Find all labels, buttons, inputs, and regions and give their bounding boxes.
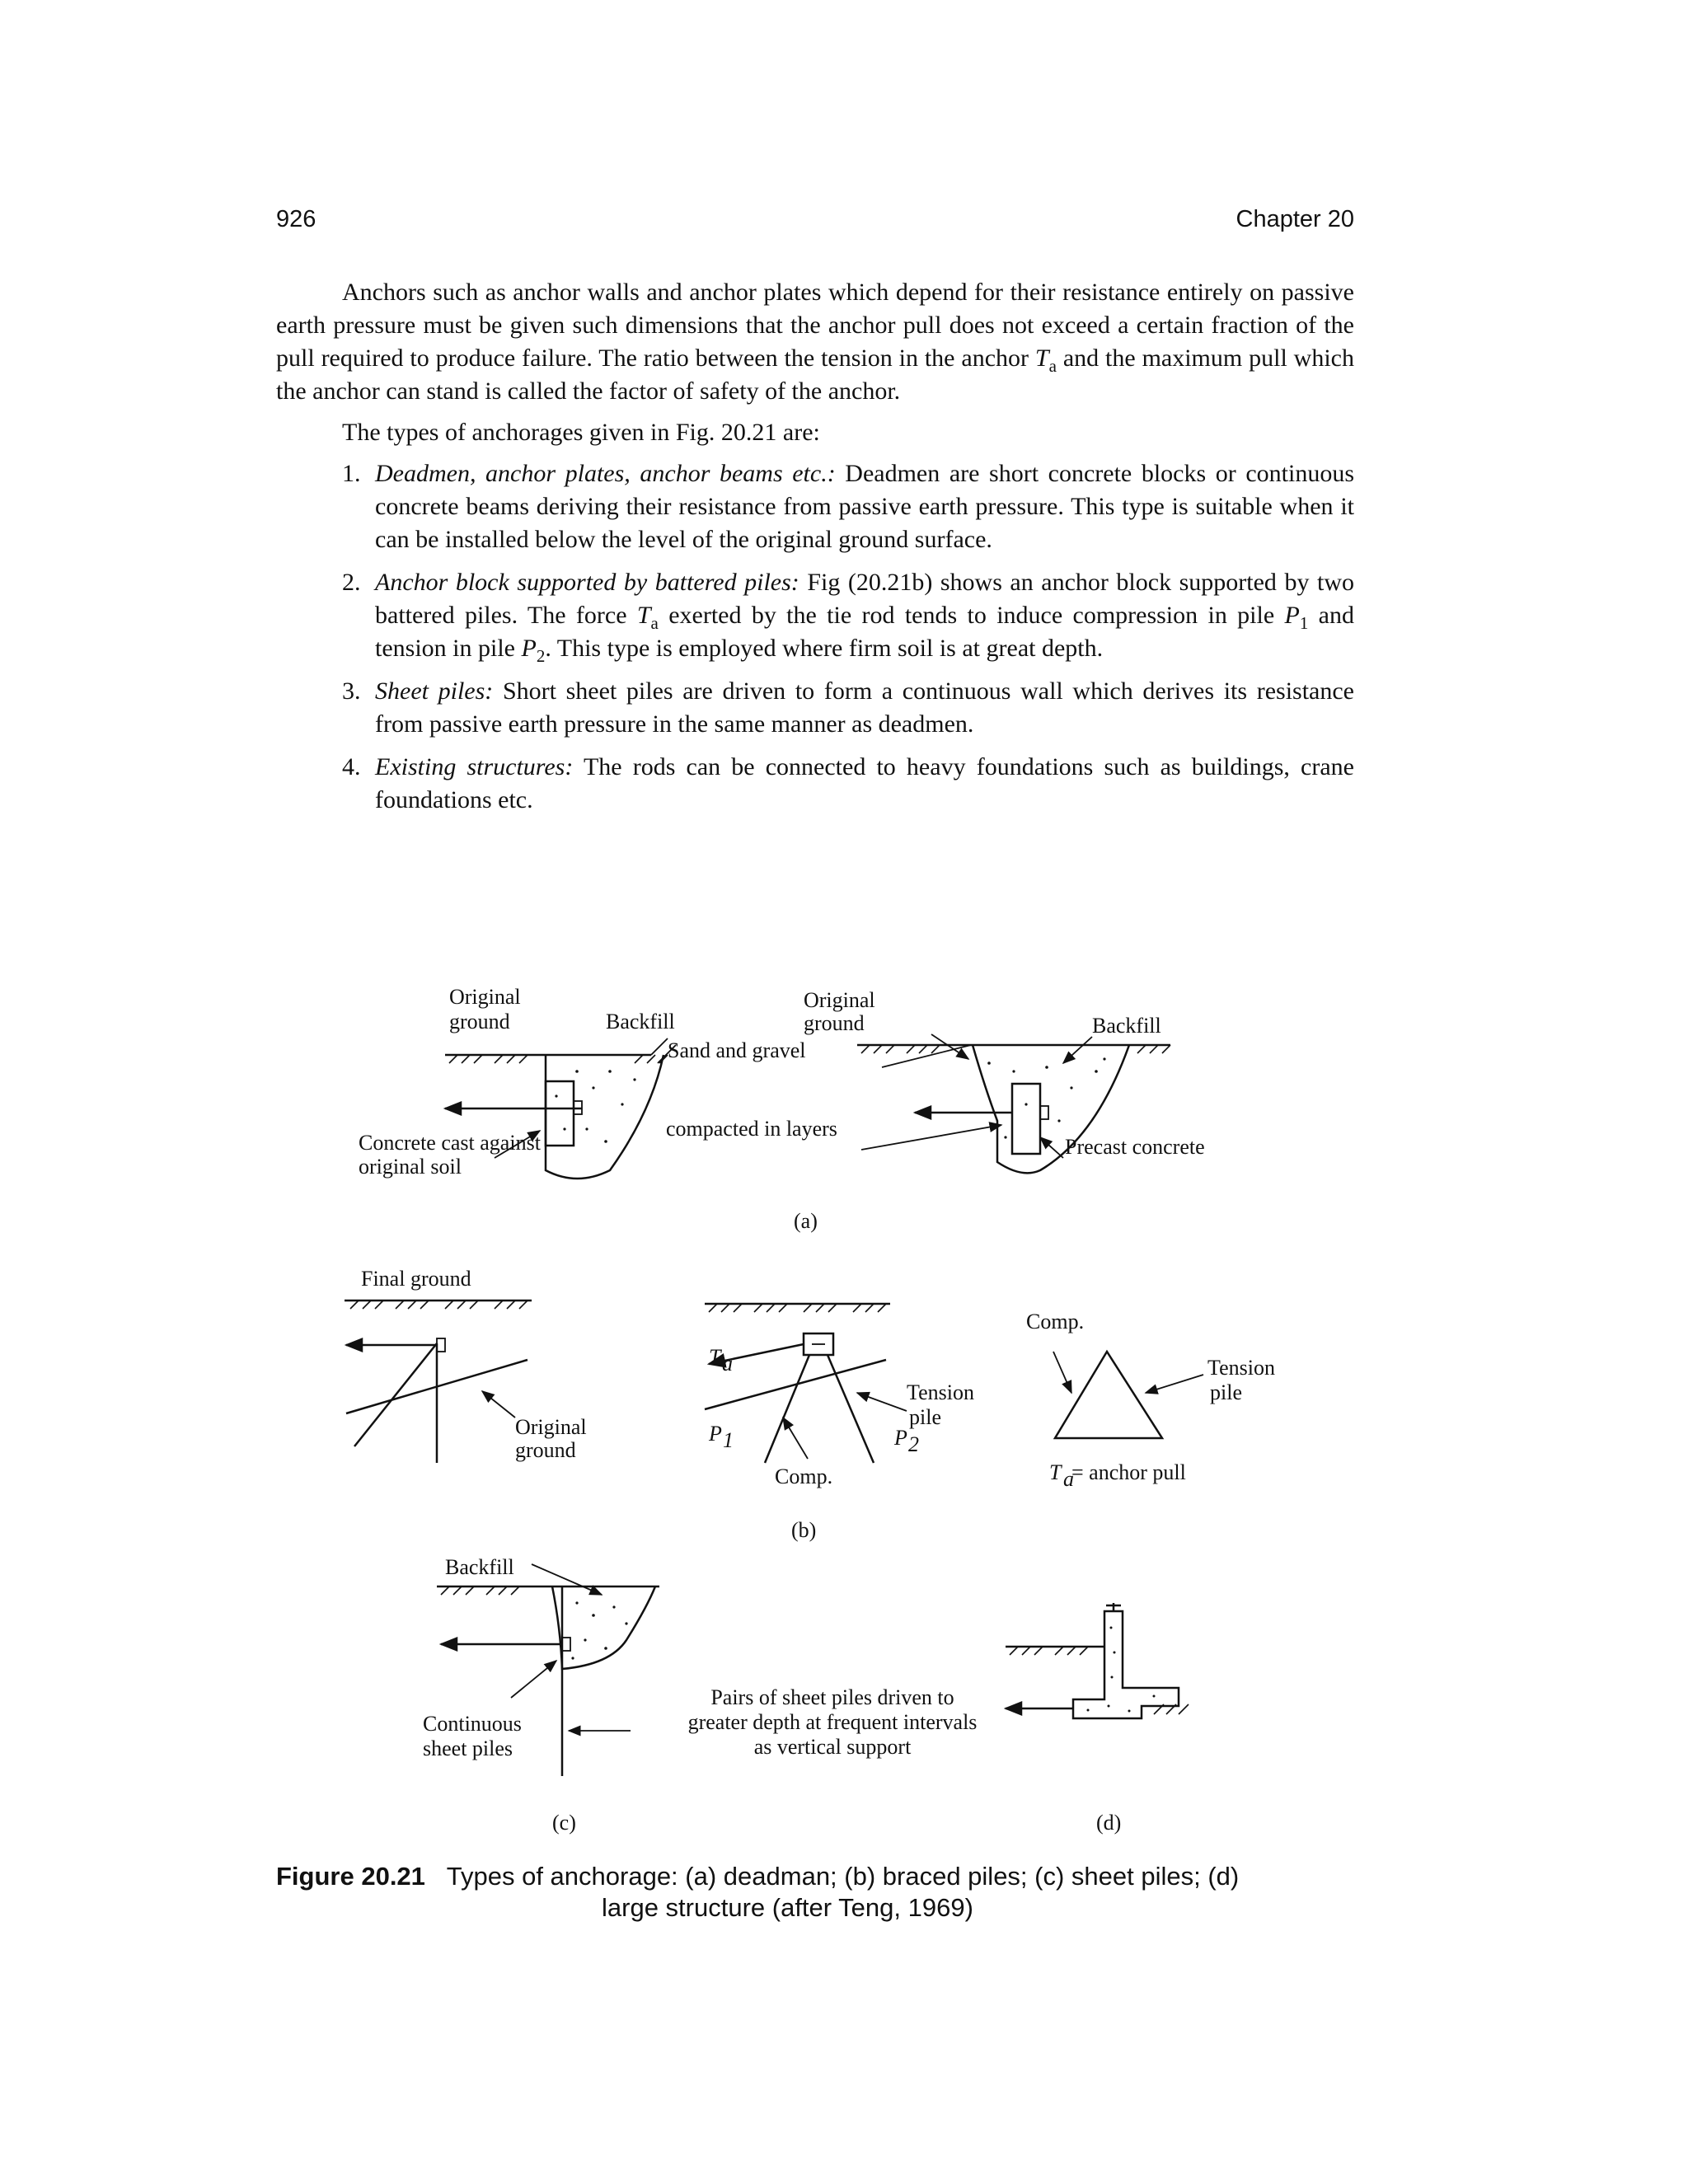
item-symbol: P [521, 635, 537, 662]
label-pairs-2: greater depth at frequent intervals [687, 1710, 978, 1734]
label-p2-sub: 2 [908, 1432, 919, 1456]
item-title: Sheet piles: [375, 677, 494, 705]
item-title: Deadmen, anchor plates, anchor beams etc.: [375, 460, 836, 487]
item-text: Deadmen are short concrete blocks or continuous concrete beams deriving their resistance from passive earth pressure. This type is suitable when it can be installed below the level of the original ground surface. [375, 460, 1354, 553]
panel-label-a: (a) [794, 1209, 818, 1233]
para1-symbol-sub: a [1048, 356, 1057, 376]
panel-d [1006, 1603, 1189, 1835]
item-text: Short sheet piles are driven to form a continuous wall which derives its resistance from passive earth pressure in the same manner as deadmen. [375, 677, 1354, 738]
label-ta: T [709, 1345, 721, 1369]
para1-text-b: and the maximum pull which the anchor can stand is called the factor of safety of the anchor. [276, 344, 1354, 405]
panel-b-right [1026, 1310, 1275, 1491]
deadman-block [546, 1081, 574, 1146]
original-ground-leader [482, 1391, 515, 1418]
label-sheet-piles: sheet piles [423, 1736, 513, 1760]
item-symbol: T [636, 602, 651, 629]
item-title: Anchor block supported by battered piles: [375, 569, 799, 596]
panel-label-d: (d) [1096, 1811, 1122, 1835]
label-pairs-3: as vertical support [753, 1735, 912, 1759]
panel-b-left [345, 1267, 587, 1463]
item-symbol: P [1284, 602, 1300, 629]
tie-plate-c [562, 1638, 570, 1651]
pile-p1 [765, 1355, 809, 1463]
item-symbol-sub: a [650, 613, 659, 633]
item-text: The rods can be connected to heavy foundations such as buildings, crane foundations etc. [375, 753, 1354, 813]
ground-hatch-right [861, 1045, 1170, 1053]
figure-caption [276, 1861, 1372, 1924]
label-p1-sub: 1 [723, 1428, 734, 1452]
page-number: 926 [276, 206, 316, 232]
label-tri-pile: pile [1210, 1380, 1242, 1404]
panel-label-b: (b) [791, 1518, 817, 1542]
item-text: exerted by the tie rod tends to induce compression in pile [658, 602, 1285, 629]
continuous-leader [511, 1661, 556, 1698]
label-tri-comp: Comp. [1026, 1310, 1085, 1333]
tie-plate-right [1040, 1106, 1048, 1119]
caption-label: Figure 20.21 [276, 1862, 425, 1891]
label-original: Original [449, 985, 521, 1009]
label-precast: Precast concrete [1065, 1135, 1205, 1159]
label-ground-b: ground [515, 1438, 576, 1462]
label-tension: Tension [907, 1380, 974, 1404]
label-original-b: Original [515, 1415, 587, 1439]
label-final-ground: Final ground [361, 1267, 471, 1291]
label-backfill-c: Backfill [445, 1555, 514, 1579]
label-sand-1: Sand and gravel [668, 1038, 806, 1062]
label-ground: ground [449, 1010, 510, 1033]
panel-a-left [359, 985, 806, 1179]
ground-hatch-b2 [709, 1304, 886, 1312]
caption-line-2: large structure (after Teng, 1969) [602, 1893, 973, 1922]
final-ground-hatch [350, 1301, 528, 1309]
backfill-arrow [1063, 1037, 1092, 1063]
running-head: Chapter 20 [1236, 206, 1354, 232]
label-comp: Comp. [775, 1465, 833, 1488]
backfill-trench [546, 1055, 663, 1179]
item-symbol-sub: 1 [1299, 613, 1309, 633]
label-pairs-1: Pairs of sheet piles driven to [710, 1685, 954, 1709]
panel-label-c: (c) [552, 1811, 576, 1835]
label-ground-right: ground [804, 1011, 865, 1035]
label-concrete-2: original soil [359, 1155, 462, 1179]
ground-hatch-c [441, 1586, 519, 1595]
item-text: . This type is employed where firm soil is at great depth. [545, 635, 1104, 662]
battered-pile [354, 1343, 437, 1446]
tension-leader [857, 1393, 907, 1411]
label-backfill-right: Backfill [1092, 1014, 1161, 1038]
label-sand-2: compacted in layers [666, 1117, 837, 1141]
panel-b-middle [705, 1304, 974, 1542]
label-backfill: Backfill [606, 1010, 675, 1033]
pile-p2 [828, 1355, 874, 1463]
precast-leader [1040, 1137, 1063, 1158]
ground-hatch [449, 1055, 668, 1063]
item-title: Existing structures: [375, 753, 574, 780]
panel-a-right [794, 988, 1205, 1233]
tri-tension-leader [1146, 1375, 1203, 1393]
foundation-structure [1073, 1611, 1179, 1718]
ground-hatch-d [1010, 1647, 1088, 1655]
backfill-leader-c [532, 1564, 602, 1595]
backfill-c [552, 1586, 655, 1669]
label-anchor-pull: = anchor pull [1071, 1460, 1186, 1484]
panel-c [423, 1555, 977, 1835]
ground-leader [882, 1045, 971, 1067]
label-p1: P [709, 1422, 722, 1446]
item-symbol-sub: 2 [536, 646, 546, 666]
force-triangle [1055, 1352, 1162, 1438]
comp-leader [783, 1418, 808, 1459]
para1-text-a: Anchors such as anchor walls and anchor plates which depend for their resistance entirely on passive earth pressure must be given such dimensions that the anchor pull does not exceed a certain fraction of the pull required to produce failure. The ratio between the tension in the anchor [276, 279, 1354, 372]
label-ta-sub: a [722, 1352, 733, 1376]
label-tri-ta-sub: a [1063, 1467, 1074, 1491]
label-tri-tension: Tension [1207, 1356, 1275, 1380]
para1-symbol: T [1034, 344, 1049, 372]
tri-comp-leader [1053, 1352, 1071, 1393]
precast-block [1012, 1084, 1040, 1154]
label-p2: P [894, 1426, 907, 1450]
sand-leader [861, 1125, 1001, 1150]
label-tri-ta: T [1049, 1460, 1062, 1484]
label-concrete-1: Concrete cast against [359, 1131, 541, 1155]
caption-line-1: Types of anchorage: (a) deadman; (b) braced piles; (c) sheet piles; (d) [446, 1862, 1240, 1891]
paragraph-2: The types of anchorages given in Fig. 20.21 are: [342, 419, 820, 446]
label-original-right: Original [804, 988, 875, 1012]
label-pile: pile [909, 1405, 941, 1429]
tie-plate-b [437, 1338, 445, 1352]
item-text: Fig (20.21b) shows an anchor block supported by two battered piles. The force [375, 569, 1354, 629]
label-continuous: Continuous [423, 1712, 522, 1736]
item-text: and tension in pile [375, 602, 1354, 662]
